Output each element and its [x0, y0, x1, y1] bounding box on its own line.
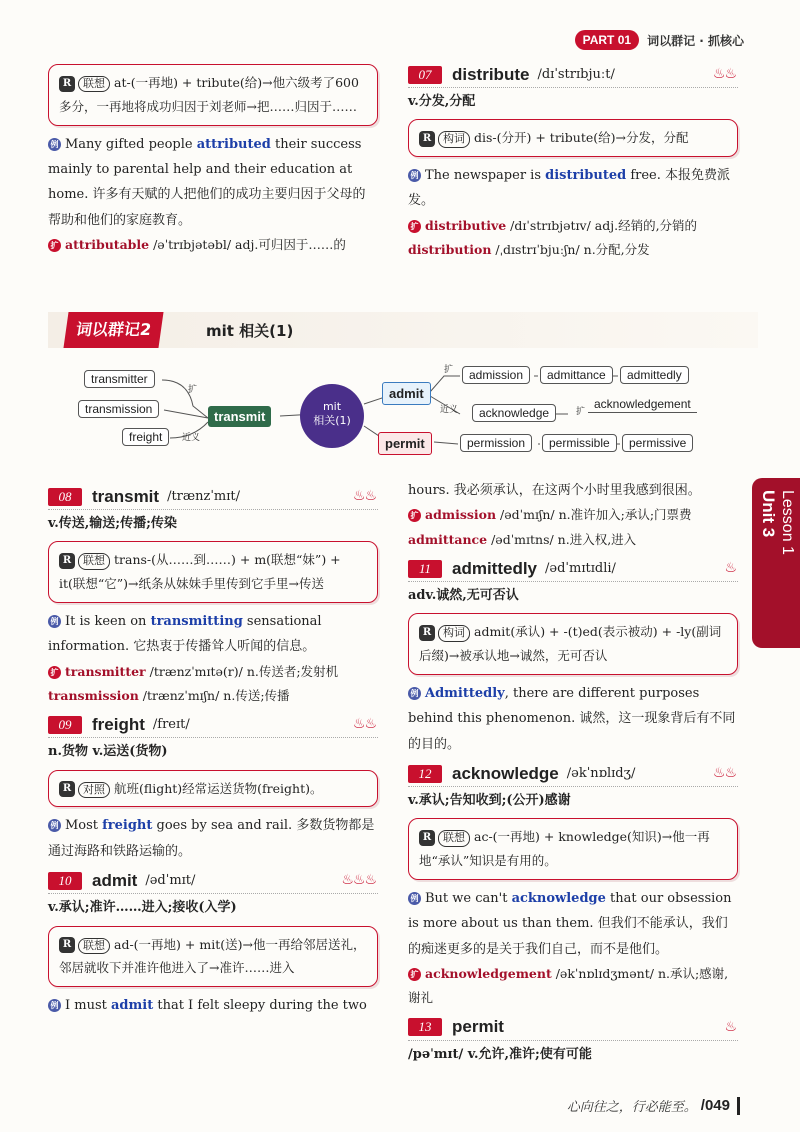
word-number: 08 [48, 488, 82, 506]
headword: acknowledge [452, 763, 559, 783]
word-meaning: adv.诚然,无可否认 [408, 588, 519, 604]
page-number: /049 [700, 1097, 730, 1114]
brain-icon: R [419, 131, 435, 147]
footer-motto: 心向往之，行必能至。 [566, 1100, 697, 1115]
word-number: 10 [48, 872, 82, 890]
extension-line: 扩 acknowledgement /əkˈnɒlɪdʒmənt/ n.承认;感谢,谢礼 [408, 965, 729, 1006]
example-icon: 例 [408, 169, 421, 182]
extension-icon: 扩 [408, 968, 421, 981]
word-mind-map [48, 356, 758, 466]
mm-transmitter: transmitter [84, 370, 155, 388]
right-column-bottom [408, 478, 738, 1066]
extension-line: 扩 distributive /dɪˈstrɪbjətɪv/ adj.经销的,分销的 distribution /ˌdɪstrɪˈbjuːʃn/ n.分配,分发 [408, 217, 698, 258]
brain-icon: R [59, 937, 75, 953]
note-text: at-(一再地) + tribute(给)→他六级考了600多分，一再地将成功归因于刘老师→把……归因于…… [59, 75, 359, 114]
headword: admit [92, 870, 138, 890]
example-icon: 例 [48, 999, 61, 1012]
headword: distribute [452, 64, 530, 84]
phonetic: /əkˈnɒlɪdʒ/ [566, 766, 636, 782]
mm-permissible: permissible [542, 434, 617, 452]
example-sentence: 例 I must admit that I felt sleepy during the two [48, 993, 378, 1018]
frequency-flame-icon: ♨♨♨ [341, 872, 376, 889]
example-sentence: 例 But we can't acknowledge that our obsession is more about us than them. 但我们不能承认，我们的痴迷更多的是关于我们自己，而不是他们。 [408, 890, 732, 957]
word-entry-admittedly [408, 556, 738, 582]
left-column-top [48, 58, 378, 257]
mm-admittance: admittance [540, 366, 613, 384]
extension-line: 扩 transmitter /trænzˈmɪtə(r)/ n.传送者;发射机 transmission /trænzˈmɪʃn/ n.传送;传播 [48, 663, 339, 703]
extension-icon: 扩 [408, 509, 421, 522]
example-sentence: 例 The newspaper is distributed free. 本报免费派发。 [408, 168, 730, 209]
headword: admittedly [452, 558, 538, 578]
note-tag: 联想 [78, 938, 110, 954]
brain-icon: R [59, 553, 75, 569]
word-meaning: v.承认;准许……进入;接收(入学) [48, 900, 237, 916]
word-entry-transmit [48, 484, 378, 510]
word-number: 13 [408, 1018, 442, 1036]
lesson-label: Lesson 1 [779, 490, 796, 555]
brain-icon: R [419, 830, 435, 846]
brain-icon: R [59, 781, 75, 797]
brain-icon: R [419, 625, 435, 641]
page-header [575, 30, 744, 50]
memory-note-box: R 联想 ad-(一再地) + mit(送)→他一再给邻居送礼，邻居就收下并准许他进入了→准许……进入 [48, 926, 378, 988]
word-number: 11 [408, 560, 442, 578]
extension-icon: 扩 [48, 666, 61, 679]
page-footer [567, 1096, 740, 1115]
extension-icon: 扩 [408, 220, 421, 233]
extension-line: 扩 attributable /əˈtrɪbjətəbl/ adj.可归因于……的 [48, 233, 378, 257]
unit-side-tab [752, 478, 800, 648]
note-tag: 构词 [438, 131, 470, 147]
example-sentence: 例 Most freight goes by sea and rail. 多数货物都是通过海路和铁路运输的。 [48, 818, 375, 859]
word-entry-distribute [408, 62, 738, 88]
mm-ext-label: 扩 [188, 385, 198, 395]
phonetic: /dɪˈstrɪbjuːt/ [537, 67, 615, 82]
mm-near-label-2: 近义 [440, 405, 459, 415]
phonetic: /ədˈmɪt/ [145, 873, 196, 889]
section-tag: 词以群记2 [63, 312, 163, 348]
frequency-flame-icon: ♨♨ [712, 765, 736, 782]
example-sentence: 例 It is keen on transmitting sensational information. 它热衷于传播耸人听闻的信息。 [48, 613, 322, 655]
example-continuation: hours. 我必须承认，在这两个小时里我感到很困。 [408, 483, 701, 498]
mm-near-label: 近义 [182, 433, 201, 443]
phonetic: /freɪt/ [152, 717, 190, 733]
section-title: mit 相关(1) [206, 322, 294, 340]
word-entry-permit [408, 1015, 738, 1041]
word-number: 09 [48, 716, 82, 734]
note-tag: 联想 [78, 553, 110, 569]
mm-admission: admission [462, 366, 530, 384]
note-tag: 联想 [438, 830, 470, 846]
frequency-flame-icon: ♨ [724, 560, 736, 577]
frequency-flame-icon: ♨ [724, 1018, 736, 1035]
mm-permit: permit [378, 432, 432, 455]
mm-transmission: transmission [78, 400, 159, 418]
phonetic: /ədˈmɪtɪdli/ [545, 561, 616, 577]
memory-note-box: R 联想 ac-(一再地) + knowledge(知识)→他一再地“承认”知识是有用的。 [408, 818, 738, 880]
word-meaning: n.货物 v.运送(货物) [48, 744, 168, 760]
word-entry-freight [48, 712, 378, 738]
page-bar [737, 1097, 740, 1115]
word-meaning: v.承认;告知收到;(公开)感谢 [408, 793, 571, 809]
word-entry-admit [48, 868, 378, 894]
headword: permit [452, 1017, 504, 1037]
mm-transmit: transmit [208, 406, 271, 427]
frequency-flame-icon: ♨♨ [712, 66, 736, 82]
mm-permission: permission [460, 434, 532, 452]
note-tag: 联想 [78, 76, 110, 92]
extension-line: 扩 admission /ədˈmɪʃn/ n.准许加入;承认;门票费 admittance /ədˈmɪtns/ n.进入权,进入 [408, 507, 692, 547]
note-tag: 对照 [78, 782, 110, 798]
mm-permissive: permissive [622, 434, 693, 452]
phonetic: /trænzˈmɪt/ [167, 489, 240, 504]
memory-note-box: R 构词 dis-(分开) + tribute(给)→分发，分配 [408, 119, 738, 157]
example-icon: 例 [408, 892, 421, 905]
memory-note-box: R 构词 admit(承认) + -(t)ed(表示被动) + -ly(副词后缀)→被承认地→诚然，无可否认 [408, 613, 738, 675]
mm-admit: admit [382, 382, 431, 405]
headword: freight [92, 714, 145, 734]
mm-center-node: mit 相关(1) [300, 384, 364, 448]
note-tag: 构词 [438, 625, 470, 641]
extension-icon: 扩 [48, 239, 61, 252]
word-number: 07 [408, 66, 442, 84]
right-column-top [408, 58, 738, 263]
example-icon: 例 [48, 138, 61, 151]
header-title: 词以群记 · 抓核心 [647, 33, 744, 48]
word-entry-acknowledge [408, 761, 738, 787]
memory-note-box [48, 64, 378, 126]
example-icon: 例 [48, 819, 61, 832]
word-meaning: v.分发,分配 [408, 94, 476, 109]
mm-ext-label-2: 扩 [444, 365, 454, 375]
mm-acknowledge: acknowledge [472, 404, 556, 422]
word-meaning: v.传送,输送;传播;传染 [48, 516, 177, 531]
memory-note-box: R 联想 trans-(从……到……) + m(联想“妹”) + it(联想“它”)→纸条从妹妹手里传到它手里→传送 [48, 541, 378, 603]
word-meaning: /pəˈmɪt/ v.允许,准许;使有可能 [408, 1046, 592, 1062]
word-number: 12 [408, 765, 442, 783]
memory-note-box: R 对照 航班(flight)经常运送货物(freight)。 [48, 770, 378, 808]
frequency-flame-icon: ♨♨ [352, 488, 376, 504]
headword: transmit [92, 486, 160, 506]
frequency-flame-icon: ♨♨ [352, 716, 376, 733]
example-sentence: 例 Many gifted people attributed their success mainly to parental help and their education at home. 许多有天赋的人把他们的成功主要归因于父母的帮助和他们的家庭教育。 [48, 136, 366, 228]
mm-ext-label-3: 扩 [576, 407, 586, 417]
example-icon: 例 [408, 687, 421, 700]
brain-icon: R [59, 76, 75, 92]
mm-acknowledgement: acknowledgement [588, 396, 697, 413]
mm-admittedly: admittedly [620, 366, 689, 384]
part-badge: PART 01 [575, 30, 639, 50]
left-column-bottom [48, 480, 378, 1018]
mm-freight: freight [122, 428, 169, 446]
example-icon: 例 [48, 615, 61, 628]
unit-label: Unit 3 [759, 490, 778, 538]
example-sentence: 例 Admittedly, there are different purposes behind this phenomenon. 诚然，这一现象背后有不同的目的。 [408, 685, 736, 752]
